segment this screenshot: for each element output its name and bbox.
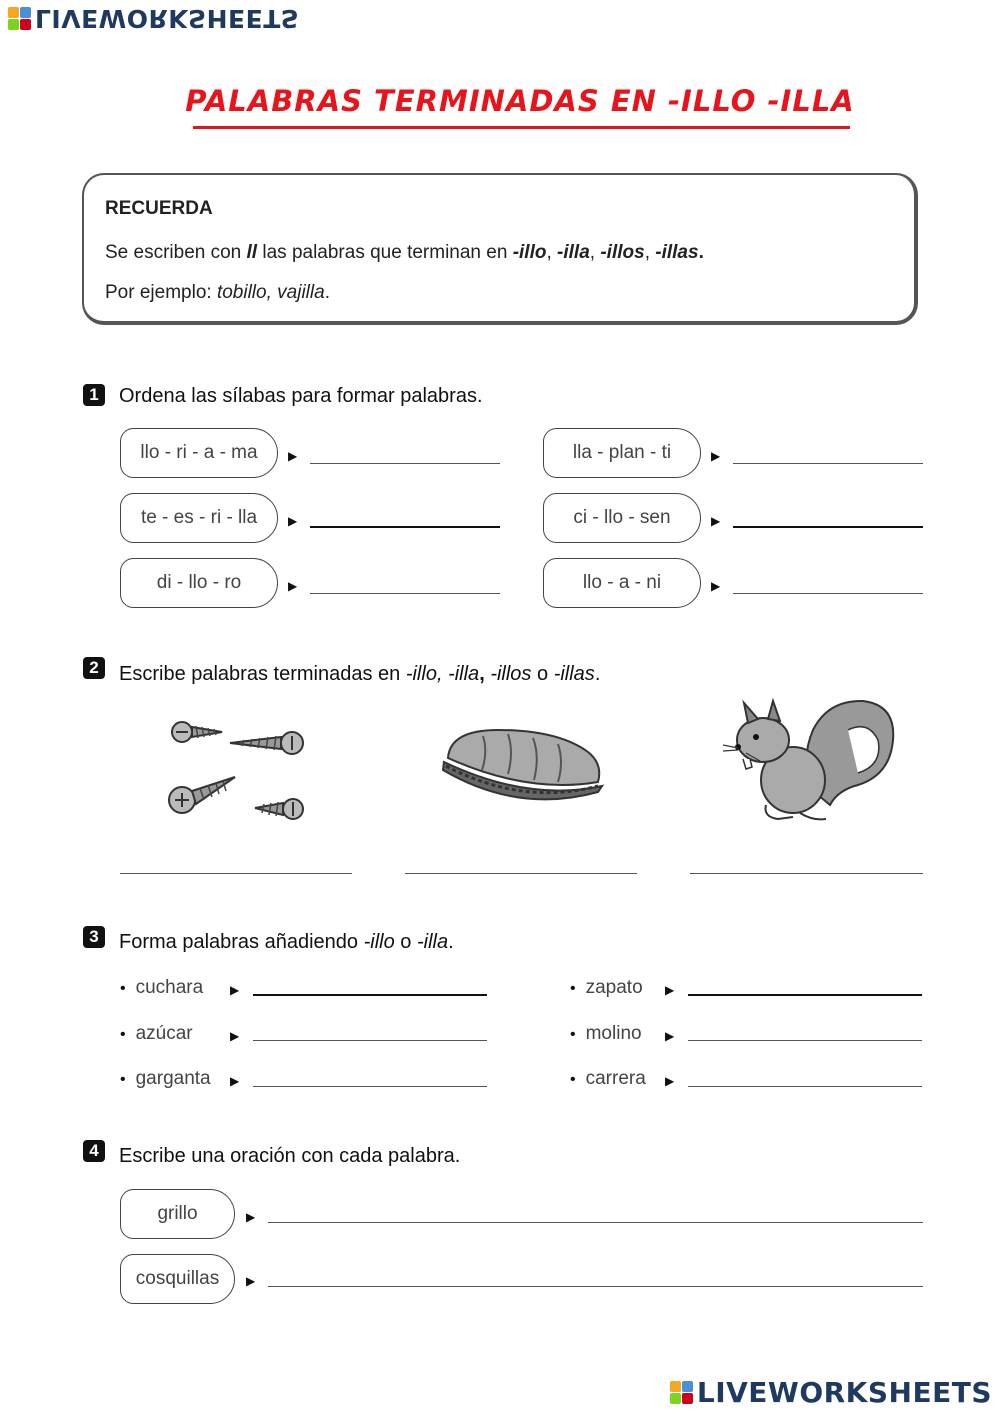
word: garganta (135, 1068, 211, 1089)
word: cuchara (135, 977, 204, 998)
arrow-icon: ▶ (246, 1274, 256, 1288)
bullet-icon: • (570, 1026, 576, 1043)
instr-ending: -illas (553, 663, 595, 685)
word-card: grillo (120, 1189, 235, 1239)
watermark-text: LIVEWORKSHEETS (696, 1376, 992, 1409)
rule-text: las palabras que terminan en (257, 242, 513, 263)
section-1-number: 1 (83, 384, 105, 406)
word-card: cosquillas (120, 1254, 235, 1304)
instr-text: o (394, 931, 417, 953)
answer-line[interactable] (688, 994, 922, 996)
liveworksheets-logo-icon (670, 1381, 693, 1404)
word-item (570, 977, 643, 999)
section-2-number: 2 (83, 657, 105, 679)
instr-text: o (531, 663, 554, 685)
answer-line[interactable] (733, 593, 923, 594)
word-item (120, 1068, 211, 1090)
example-end: . (324, 282, 330, 303)
screws-icon (160, 705, 310, 835)
watermark-top (8, 4, 299, 33)
bullet-icon: • (120, 1026, 126, 1043)
recuerda-example (105, 282, 330, 304)
word: molino (585, 1023, 642, 1044)
rule-ending: -illos (600, 242, 645, 263)
recuerda-heading: RECUERDA (105, 198, 213, 219)
answer-line[interactable] (253, 1040, 487, 1041)
section-3-number: 3 (83, 926, 105, 948)
section-3-instruction (119, 931, 454, 954)
rule-sep: , (644, 242, 656, 263)
answer-line[interactable] (405, 873, 637, 874)
syllable-card: llo - a - ni (543, 558, 701, 608)
word-item (120, 1023, 193, 1045)
rule-sep: , (589, 242, 601, 263)
syllable-card: te - es - ri - lla (120, 493, 278, 543)
answer-line[interactable] (268, 1222, 923, 1223)
syllable-card: llo - ri - a - ma (120, 428, 278, 478)
syllable-card: di - llo - ro (120, 558, 278, 608)
instr-ending: -illos (490, 663, 532, 685)
arrow-icon: ▶ (230, 1029, 240, 1043)
arrow-icon: ▶ (711, 579, 721, 593)
watermark-bottom (670, 1376, 992, 1409)
word-item (570, 1023, 642, 1045)
rule-ll: ll (246, 242, 258, 263)
bullet-icon: • (120, 1071, 126, 1088)
answer-line[interactable] (688, 1040, 922, 1041)
word-item (570, 1068, 646, 1090)
instr-end: . (594, 663, 601, 685)
squirrel-icon (718, 695, 898, 825)
word: carrera (585, 1068, 646, 1089)
arrow-icon: ▶ (230, 1074, 240, 1088)
word: zapato (585, 977, 643, 998)
arrow-icon: ▶ (288, 514, 298, 528)
example-label: Por ejemplo: (105, 282, 217, 303)
arrow-icon: ▶ (288, 449, 298, 463)
bullet-icon: • (120, 980, 126, 997)
recuerda-rule (105, 242, 704, 264)
instr-ending: -illa (416, 931, 449, 953)
answer-line[interactable] (268, 1286, 923, 1287)
rule-end: . (698, 242, 704, 263)
sandwich-icon (438, 722, 608, 812)
rule-sep: , (546, 242, 558, 263)
example-words: tobillo, vajilla (216, 282, 325, 303)
answer-line[interactable] (310, 593, 500, 594)
arrow-icon: ▶ (711, 514, 721, 528)
instr-ending: -illo (363, 931, 395, 953)
arrow-icon: ▶ (665, 983, 675, 997)
answer-line[interactable] (253, 1086, 487, 1087)
rule-ending: -illa (557, 242, 590, 263)
arrow-icon: ▶ (665, 1074, 675, 1088)
answer-line[interactable] (310, 463, 500, 464)
syllable-card: lla - plan - ti (543, 428, 701, 478)
word: azúcar (135, 1023, 193, 1044)
section-1-instruction: Ordena las sílabas para formar palabras. (119, 385, 483, 407)
syllable-card: ci - llo - sen (543, 493, 701, 543)
liveworksheets-logo-icon (8, 7, 31, 30)
word-item (120, 977, 203, 999)
rule-ending: -illas (655, 242, 699, 263)
arrow-icon: ▶ (230, 983, 240, 997)
bullet-icon: • (570, 980, 576, 997)
rule-text: Se escriben con (105, 242, 247, 263)
answer-line[interactable] (690, 873, 923, 874)
instr-ending: -illa (448, 663, 480, 685)
instr-ending: -illo, (405, 663, 449, 685)
arrow-icon: ▶ (288, 579, 298, 593)
answer-line[interactable] (733, 463, 923, 464)
rule-ending: -illo (512, 242, 547, 263)
watermark-text: LIVEWORKSHEETS (35, 4, 300, 33)
instr-text: Escribe palabras terminadas en (119, 663, 406, 685)
arrow-icon: ▶ (711, 449, 721, 463)
answer-line[interactable] (688, 1086, 922, 1087)
answer-line[interactable] (120, 873, 352, 874)
instr-end: . (448, 931, 454, 953)
bullet-icon: • (570, 1071, 576, 1088)
page-title: PALABRAS TERMINADAS EN -ILLO -ILLA (185, 84, 855, 118)
answer-line[interactable] (310, 526, 500, 528)
instr-text: Forma palabras añadiendo (119, 931, 364, 953)
arrow-icon: ▶ (665, 1029, 675, 1043)
answer-line[interactable] (253, 994, 487, 996)
section-2-instruction (119, 663, 600, 686)
arrow-icon: ▶ (246, 1210, 256, 1224)
section-4-instruction: Escribe una oración con cada palabra. (119, 1145, 461, 1167)
answer-line[interactable] (733, 526, 923, 528)
instr-sep: , (479, 663, 491, 685)
section-4-number: 4 (83, 1140, 105, 1162)
title-underline (193, 126, 850, 129)
